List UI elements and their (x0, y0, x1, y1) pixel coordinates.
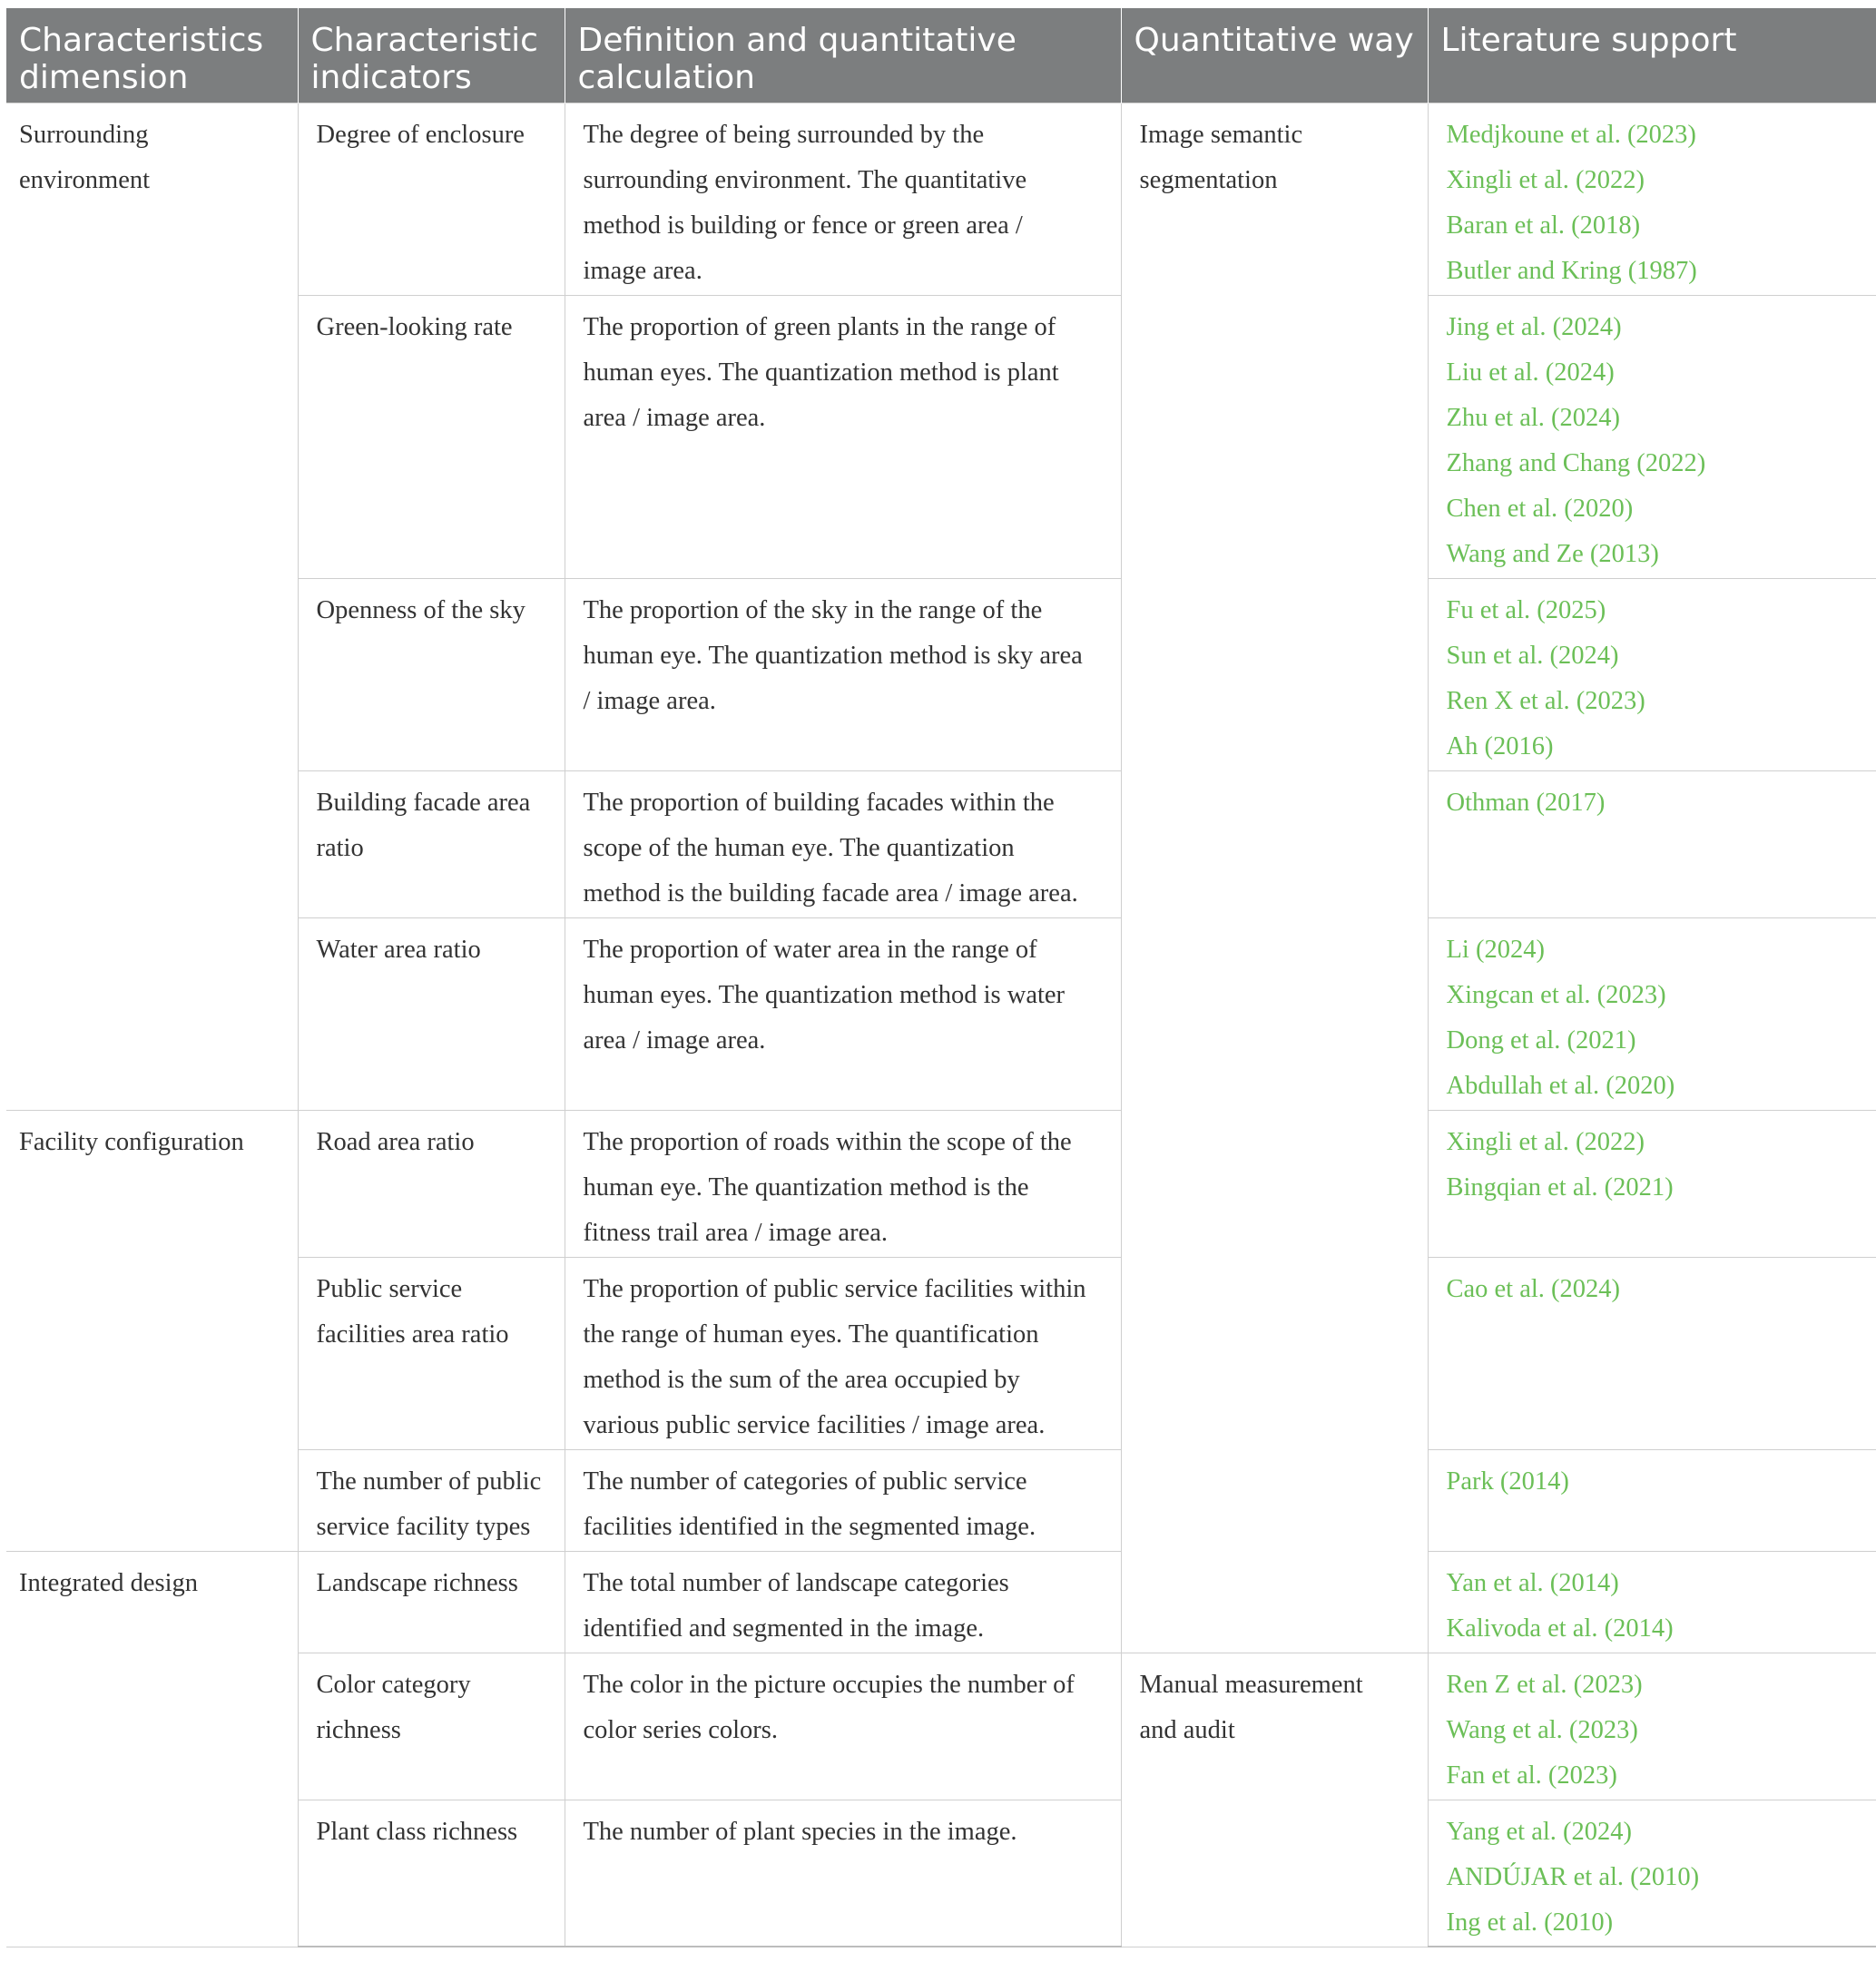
reference-link[interactable]: Zhang and Chang (2022) (1446, 448, 1706, 477)
dimension-cell-integrated-design: Integrated design (6, 1551, 298, 1947)
definition-cell: The proportion of green plants in the range of human eyes. The quantization method is plant area / image area. (565, 295, 1121, 578)
reference-link[interactable]: Ah (2016) (1446, 731, 1554, 760)
way-cell-manual-measurement: Manual measurement and audit (1121, 1653, 1428, 1947)
reference-link[interactable]: Jing et al. (2024) (1446, 312, 1622, 341)
table-header-row (6, 8, 1876, 103)
reference-link[interactable]: Liu et al. (2024) (1446, 358, 1615, 387)
definition-cell: The number of categories of public service facilities identified in the segmented image. (565, 1449, 1121, 1551)
indicator-cell: Color category richness (298, 1653, 565, 1800)
literature-cell (1428, 295, 1876, 578)
indicator-cell: Degree of enclosure (298, 103, 565, 295)
reference-link[interactable]: Medjkoune et al. (2023) (1446, 120, 1696, 149)
characteristics-table (6, 8, 1876, 1947)
header-definition: Definition and quantitative calculation (565, 8, 1121, 103)
literature-cell (1428, 578, 1876, 770)
reference-link[interactable]: Butler and Kring (1987) (1446, 256, 1697, 285)
reference-link[interactable]: Dong et al. (2021) (1446, 1025, 1636, 1055)
reference-link[interactable]: Wang and Ze (2013) (1446, 539, 1659, 568)
reference-link[interactable]: Xingli et al. (2022) (1446, 1127, 1645, 1156)
reference-link[interactable]: Xingli et al. (2022) (1446, 165, 1645, 194)
indicator-cell: The number of public service facility types (298, 1449, 565, 1551)
reference-link[interactable]: Yan et al. (2014) (1446, 1568, 1619, 1597)
indicator-cell: Openness of the sky (298, 578, 565, 770)
reference-link[interactable]: Ren Z et al. (2023) (1446, 1670, 1643, 1699)
reference-link[interactable]: Ren X et al. (2023) (1446, 686, 1645, 715)
definition-cell: The color in the picture occupies the number of color series colors. (565, 1653, 1121, 1800)
header-literature-support: Literature support (1428, 8, 1876, 103)
reference-link[interactable]: Cao et al. (2024) (1446, 1274, 1621, 1303)
header-characteristics-dimension: Characteristics dimension (6, 8, 298, 103)
literature-cell (1428, 1551, 1876, 1653)
reference-link[interactable]: Xingcan et al. (2023) (1446, 980, 1666, 1009)
header-characteristic-indicators: Characteristic indicators (298, 8, 565, 103)
reference-link[interactable]: Wang et al. (2023) (1446, 1715, 1638, 1744)
reference-link[interactable]: Sun et al. (2024) (1446, 641, 1619, 670)
reference-link[interactable]: Park (2014) (1446, 1467, 1569, 1496)
table-row (6, 103, 1876, 295)
literature-cell (1428, 1449, 1876, 1551)
dimension-cell-surrounding-environment: Surrounding environment (6, 103, 298, 1110)
header-quantitative-way: Quantitative way (1121, 8, 1428, 103)
reference-link[interactable]: Ing et al. (2010) (1446, 1908, 1614, 1937)
literature-cell (1428, 770, 1876, 917)
definition-cell: The number of plant species in the image. (565, 1800, 1121, 1947)
definition-cell: The proportion of roads within the scope of the human eye. The quantization method is the fitness trail area / image area. (565, 1110, 1121, 1257)
indicator-cell: Green-looking rate (298, 295, 565, 578)
literature-cell (1428, 1257, 1876, 1449)
reference-link[interactable]: Fan et al. (2023) (1446, 1761, 1617, 1790)
reference-link[interactable]: Li (2024) (1446, 935, 1545, 964)
definition-cell: The proportion of water area in the range of human eyes. The quantization method is water area / image area. (565, 917, 1121, 1110)
way-cell-image-semantic-segmentation: Image semantic segmentation (1121, 103, 1428, 1653)
indicator-cell: Road area ratio (298, 1110, 565, 1257)
table-row (6, 1551, 1876, 1653)
table-row (6, 1110, 1876, 1257)
literature-cell (1428, 1800, 1876, 1947)
reference-link[interactable]: Yang et al. (2024) (1446, 1817, 1632, 1846)
definition-cell: The proportion of building facades within the scope of the human eye. The quantization method is the building facade area / image area. (565, 770, 1121, 917)
indicator-cell: Water area ratio (298, 917, 565, 1110)
reference-link[interactable]: Bingqian et al. (2021) (1446, 1172, 1674, 1202)
literature-cell (1428, 917, 1876, 1110)
reference-link[interactable]: Othman (2017) (1446, 788, 1606, 817)
literature-cell (1428, 103, 1876, 295)
literature-cell (1428, 1110, 1876, 1257)
reference-link[interactable]: ANDÚJAR et al. (2010) (1446, 1862, 1700, 1891)
reference-link[interactable]: Zhu et al. (2024) (1446, 403, 1621, 432)
definition-cell: The degree of being surrounded by the surrounding environment. The quantitative method is building or fence or green area / image area. (565, 103, 1121, 295)
reference-link[interactable]: Chen et al. (2020) (1446, 494, 1634, 523)
reference-link[interactable]: Kalivoda et al. (2014) (1446, 1614, 1674, 1643)
reference-link[interactable]: Abdullah et al. (2020) (1446, 1071, 1675, 1100)
definition-cell: The total number of landscape categories identified and segmented in the image. (565, 1551, 1121, 1653)
reference-link[interactable]: Fu et al. (2025) (1446, 595, 1606, 624)
literature-cell (1428, 1653, 1876, 1800)
definition-cell: The proportion of the sky in the range of the human eye. The quantization method is sky area / image area. (565, 578, 1121, 770)
indicator-cell: Public service facilities area ratio (298, 1257, 565, 1449)
reference-link[interactable]: Baran et al. (2018) (1446, 211, 1641, 240)
dimension-cell-facility-configuration: Facility configuration (6, 1110, 298, 1551)
indicator-cell: Plant class richness (298, 1800, 565, 1947)
indicator-cell: Building facade area ratio (298, 770, 565, 917)
indicator-cell: Landscape richness (298, 1551, 565, 1653)
definition-cell: The proportion of public service facilities within the range of human eyes. The quantification method is the sum of the area occupied by various public service facilities / image area. (565, 1257, 1121, 1449)
